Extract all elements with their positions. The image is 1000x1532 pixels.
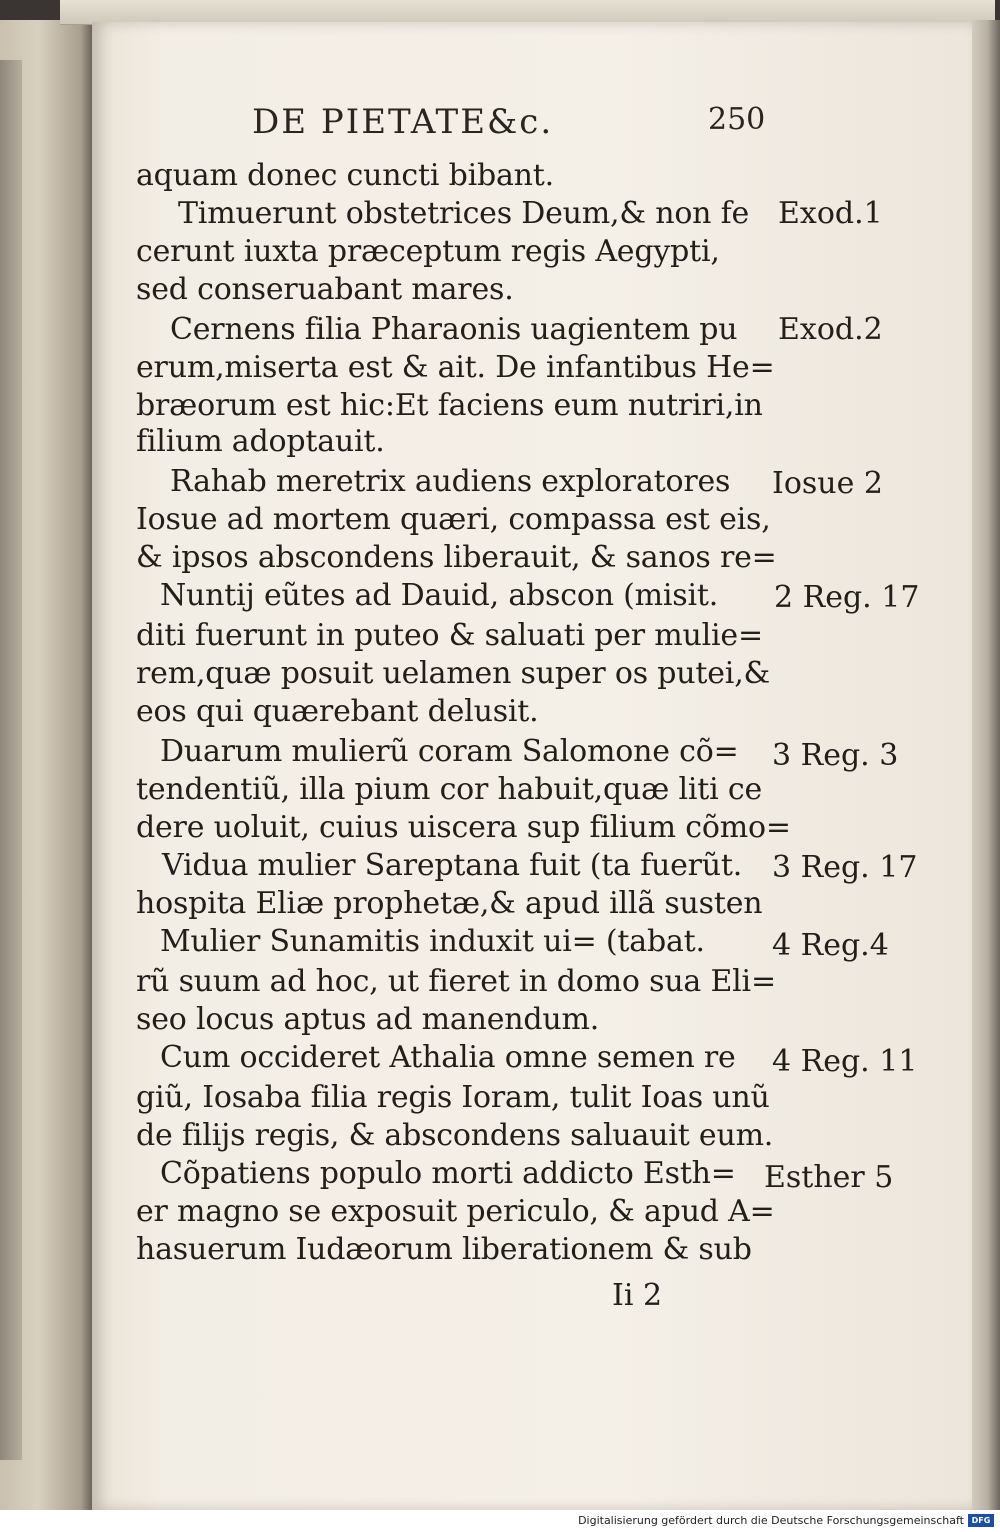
margin-reference: Exod.2 [778, 312, 883, 347]
text-line: hasuerum Iudæorum liberationem & sub [136, 1232, 752, 1267]
margin-reference: 4 Reg.4 [772, 928, 889, 963]
text-line: aquam donec cuncti bibant. [136, 158, 554, 193]
text-line: Cõpatiens populo morti addicto Esth= [160, 1156, 736, 1191]
text-line: Cum occideret Athalia omne semen re [160, 1040, 736, 1075]
text-line: Nuntij eũtes ad Dauid, abscon (misit. [160, 578, 719, 613]
signature-mark: Ii 2 [612, 1278, 663, 1313]
margin-reference: 2 Reg. 17 [774, 580, 920, 615]
text-line: diti fuerunt in puteo & saluati per mulie= [136, 618, 763, 653]
text-line: dere uoluit, cuius uiscera sup filium cõmo= [136, 810, 791, 845]
margin-reference: 4 Reg. 11 [772, 1044, 918, 1079]
margin-reference: Iosue 2 [772, 466, 884, 501]
text-line: cerunt iuxta præceptum regis Aegypti, [136, 234, 720, 269]
text-line: giũ, Iosaba filia regis Ioram, tulit Ioas unũ [136, 1080, 770, 1115]
footer-credit: Digitalisierung gefördert durch die Deutsche Forschungsgemeinschaft [578, 1514, 964, 1527]
text-line: Rahab meretrix audiens exploratores [170, 464, 731, 499]
running-head [252, 102, 772, 152]
folio-number: 250 [708, 102, 766, 137]
text-line: hospita Eliæ prophetæ,& apud illã susten [136, 886, 763, 921]
text-line: Duarum mulierũ coram Salomone cõ= [160, 734, 739, 769]
left-page-edge [0, 60, 22, 1460]
text-line: er magno se exposuit periculo, & apud A= [136, 1194, 775, 1229]
text-line: bræorum est hic:Et faciens eum nutriri,in [136, 388, 763, 423]
text-line: Iosue ad mortem quæri, compassa est eis, [136, 502, 771, 537]
text-line: de filijs regis, & abscondens saluauit eum. [136, 1118, 774, 1153]
running-title: DE PIETATE&c. [252, 102, 554, 142]
text-line: filium adoptauit. [136, 424, 385, 459]
text-line: erum,miserta est & ait. De infantibus He= [136, 350, 775, 385]
show-through-texture [782, 82, 982, 1282]
text-line: Cernens filia Pharaonis uagientem pu [170, 312, 738, 347]
text-line: seo locus aptus ad manendum. [136, 1002, 600, 1037]
text-line: rem,quæ posuit uelamen super os putei,& [136, 656, 771, 691]
text-line: rũ suum ad hoc, ut fieret in domo sua Eli= [136, 964, 776, 999]
text-line: eos qui quærebant delusit. [136, 694, 539, 729]
text-line: & ipsos abscondens liberauit, & sanos re= [136, 540, 777, 575]
text-line: Vidua mulier Sareptana fuit (ta fuerũt. [162, 848, 743, 883]
dfg-logo-icon: DFG [968, 1514, 994, 1527]
text-line: tendentiũ, illa pium cor habuit,quæ liti ce [136, 772, 763, 807]
digitization-footer [0, 1510, 1000, 1532]
text-line: Mulier Sunamitis induxit ui= (tabat. [160, 924, 705, 959]
margin-reference: Exod.1 [778, 196, 883, 231]
text-line: sed conseruabant mares. [136, 272, 514, 307]
right-page-stack [968, 20, 1000, 1510]
margin-reference: 3 Reg. 17 [772, 850, 918, 885]
margin-reference: 3 Reg. 3 [772, 738, 899, 773]
margin-reference: Esther 5 [764, 1160, 894, 1195]
text-line: Timuerunt obstetrices Deum,& non fe [178, 196, 750, 231]
